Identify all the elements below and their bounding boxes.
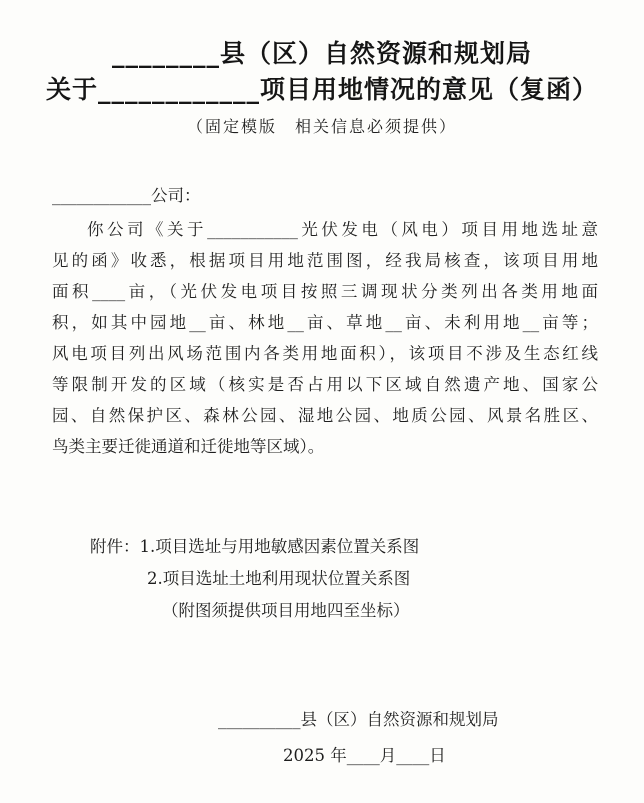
body-line: 你公司《关于___________光伏发电（风电）项目用地选址意 [87,220,598,239]
template-note: （固定模版 相关信息必须提供） [186,117,457,136]
attachment-item-1: 附件：1.项目选址与用地敏感因素位置关系图 [90,537,420,556]
salutation: ____________公司： [52,186,201,205]
signature-organization: __________县（区）自然资源和规划局 [218,710,499,729]
attachment-item-2: 2.项目选址土地利用现状位置关系图 [147,569,411,588]
body-line: 园、自然保护区、森林公园、湿地公园、地质公园、风景名胜区、 [52,406,598,425]
body-line: 见的函》收悉，根据项目用地范围图，经我局核查，该项目用地 [52,251,598,270]
signature-date: 2025 年____月____日 [283,746,446,765]
document-title-line2: 关于____________项目用地情况的意见（复函） [45,75,598,104]
body-line: 面积____亩，（光伏发电项目按照三调现状分类列出各类用地面 [52,282,598,301]
body-line: 等限制开发的区域（核实是否占用以下区域自然遗产地、国家公 [52,375,598,394]
body-line: 鸟类主要迁徙通道和迁徙地等区域）。 [52,437,325,456]
attachment-note: （附图须提供项目用地四至坐标） [162,601,410,620]
body-paragraph [52,214,598,462]
document-title-line1: ________县（区）自然资源和规划局 [111,39,532,68]
body-line: 积，如其中园地__亩、林地__亩、草地__亩、未利用地__亩等； [52,313,598,332]
body-line: 风电项目列出风场范围内各类用地面积），该项目不涉及生态红线 [52,344,598,363]
